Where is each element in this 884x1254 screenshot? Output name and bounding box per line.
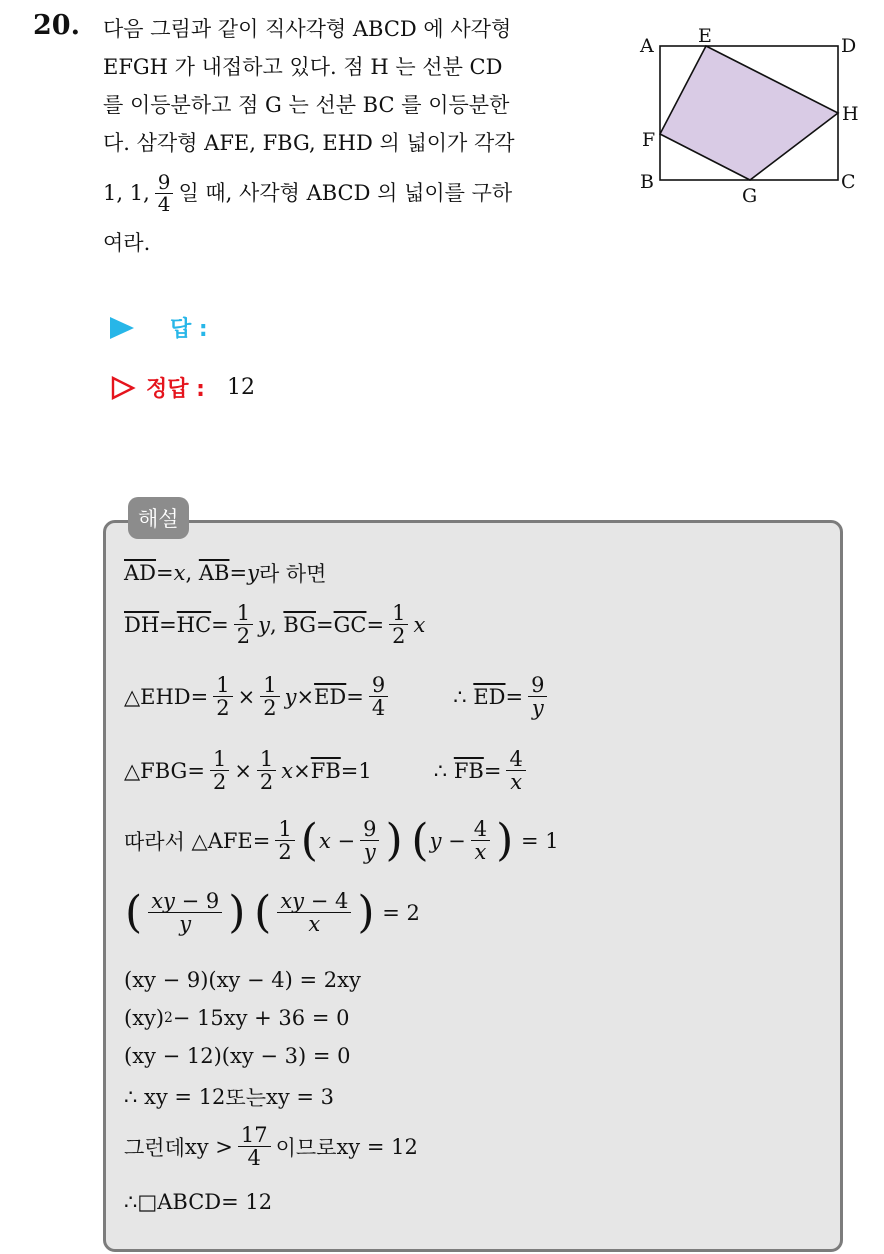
var-y: y [258,612,271,637]
solution-line-6 [124,886,420,938]
frac-den: 2 [212,770,227,795]
eq: = [156,561,174,585]
eq: = [346,684,364,709]
eq: = [366,612,385,637]
frac-num: 17 [238,1124,271,1147]
label-a: A [640,35,654,57]
seg-ab: $\overline{AB}$ [198,561,230,585]
correct-label: 정답 : [146,377,205,402]
problem-line-5-tail: 일 때, 사각형 ABCD 의 넓이를 구하 [178,181,513,205]
triangle-fbg: △FBG [124,758,188,783]
fraction-xy-4-over-x: $\frac{xy - 4}{x}$ [277,890,351,935]
frac-den: 4 [371,696,386,721]
frac-den: 2 [263,696,277,721]
problem-text [103,10,623,262]
label-c: C [841,171,856,193]
var-x: x [281,758,294,783]
label-f: F [642,129,656,151]
fraction-half [213,674,232,719]
therefore-symbol: ∴ [433,758,448,783]
problem-line-5 [103,162,623,224]
fraction-half [260,674,279,719]
solution-line-8 [124,1006,349,1030]
solution-line-12 [124,1190,272,1214]
frac-num: 4 [471,818,490,841]
eq-one: = 1 [521,828,559,853]
solution-line-10 [124,1082,334,1112]
eq: = [211,612,229,637]
solution-line-5 [124,814,559,866]
frac-den: x [510,770,523,795]
xy-3: xy = 3 [266,1085,335,1109]
triangle-ehd: △EHD [124,684,191,709]
fraction-nine-over-y [360,818,379,863]
fraction-nine-over-y [528,674,547,719]
question-number: 20. [33,10,80,41]
minus: − [337,828,356,853]
frac-den: 2 [236,624,251,649]
frac-den: 4 [157,191,171,216]
problem-line-1: 다음 그림과 같이 직사각형 ABCD 에 사각형 [103,17,512,41]
therefore-symbol: ∴ [124,1190,138,1214]
label-e: E [698,26,712,47]
frac-num: 9 [369,674,388,697]
xy-paren: (xy) [124,1006,165,1030]
solution-line-11 [124,1124,418,1169]
therefore-symbol: ∴ [453,684,467,709]
eq: = [505,684,524,709]
frac-num: 1 [260,674,279,697]
frac-num: 1 [210,748,229,771]
paren-close: ) [385,814,403,866]
comma: , [270,612,277,637]
var-y: y [247,561,259,585]
comma: , [185,561,193,585]
xy-12: xy = 12 [336,1134,418,1159]
triangle-afe: △AFE [191,828,253,853]
paren-close: ) [496,814,514,866]
frac-den: x [474,840,487,865]
quadratic-tail: − 15xy + 36 = 0 [172,1006,350,1030]
seg-fb: $\overline{FB}$ [453,758,484,783]
paren-close: ) [357,886,375,938]
text-therefore-kr: 따라서 [124,829,185,854]
seg-gc: $\overline{GC}$ [333,612,367,637]
fraction-half [275,818,294,863]
frac-num: 9 [528,674,547,697]
fraction-nine-quarters [369,674,388,719]
fraction-half [210,748,229,793]
paren-open: ( [125,886,143,938]
answer-label: 답 : [170,317,208,342]
frac-den: 2 [259,770,274,795]
var-x: x [413,612,426,637]
eq: = [229,561,248,585]
play-icon [110,317,134,339]
paren-open: ( [300,814,318,866]
frac-num: 1 [234,602,253,625]
text-so: 이므로 [275,1135,337,1160]
xy-greater: xy > [184,1134,233,1159]
answer-row [110,312,208,343]
fraction-17-4 [238,1124,271,1169]
frac-den: 2 [278,840,292,865]
problem-line-6: 여라. [103,231,151,255]
outline-triangle-icon [110,375,136,401]
eq: = [159,612,177,637]
solution-line-2 [124,602,425,647]
frac-num: 1 [257,748,276,771]
times: × [237,684,256,709]
frac-num: 1 [213,674,232,697]
correct-answer-row [110,372,255,403]
quadrilateral-efgh [660,46,838,180]
fraction-half [234,602,253,647]
solution-line-3 [124,674,552,719]
frac-den: y [363,840,376,865]
seg-dh: $\overline{DH}$ [124,612,160,637]
frac-den: 4 [247,1146,261,1171]
frac-num: 1 [275,818,294,841]
paren-open: ( [254,886,272,938]
solution-line-7: (xy − 9)(xy − 4) = 2xy [124,968,361,992]
paren-open: ( [411,814,429,866]
text-tail: 라 하면 [258,562,327,586]
solution-line-9: (xy − 12)(xy − 3) = 0 [124,1044,351,1068]
eq-two: = 2 [382,900,420,925]
problem-line-4: 다. 삼각형 AFE, FBG, EHD 의 넓이가 각각 [103,131,515,155]
fraction-half [389,602,408,647]
fraction-nine-quarters [155,169,174,216]
solution-tag: 해설 [128,497,189,539]
eq: = [483,758,502,783]
fraction-xy-9-over-y: $\frac{xy - 9}{y}$ [148,890,222,935]
frac-den: y [531,696,544,721]
solution-line-4 [124,748,531,793]
value-one: 1 [358,758,372,783]
final-value: = 12 [221,1190,273,1214]
text-but: 그런데 [124,1135,185,1160]
paren-close: ) [228,886,246,938]
seg-bg: $\overline{BG}$ [283,612,316,637]
fraction-four-over-x [506,748,525,793]
frac-den: 2 [392,624,406,649]
eq: = [190,684,209,709]
text-or: 또는 [225,1086,266,1110]
minus: − [448,828,466,853]
problem-values: 1, 1, [103,181,150,205]
problem-line-2: EFGH 가 내접하고 있다. 점 H 는 선분 CD [103,55,503,79]
rectangle-figure [636,26,864,216]
frac-num: 1 [389,602,408,625]
correct-value: 12 [226,375,255,400]
seg-hc: $\overline{HC}$ [176,612,212,637]
fraction-half [257,748,276,793]
frac-num: 4 [506,748,525,771]
eq: = [252,828,271,853]
label-h: H [842,103,859,125]
eq: = [187,758,205,783]
times: × [296,684,315,709]
seg-fb: $\overline{FB}$ [310,758,341,783]
times: × [234,758,252,783]
frac-den: 2 [216,696,230,721]
var-x: x [318,828,331,853]
times: × [293,758,311,783]
seg-ed: $\overline{ED}$ [314,684,347,709]
var-y: y [284,684,297,709]
var-x: x [173,561,186,585]
seg-ed: $\overline{ED}$ [473,684,506,709]
frac-den: y [179,912,192,937]
square-abcd: □ABCD [137,1190,222,1214]
frac-num: 9 [360,818,379,841]
frac-num: 9 [155,172,174,194]
eq: = [316,612,334,637]
fraction-four-over-x [471,818,490,863]
label-b: B [640,171,654,193]
var-y: y [429,828,442,853]
eq: = [340,758,359,783]
seg-ad: $\overline{AD}$ [124,561,157,585]
problem-line-3: 를 이등분하고 점 G 는 선분 BC 를 이등분한 [103,93,510,117]
frac-den: x [308,912,321,937]
solution-line-1 [124,558,326,588]
xy-12: ∴ xy = 12 [124,1085,226,1109]
label-g: G [742,185,758,207]
label-d: D [841,35,857,57]
exponent: 2 [164,1010,173,1026]
